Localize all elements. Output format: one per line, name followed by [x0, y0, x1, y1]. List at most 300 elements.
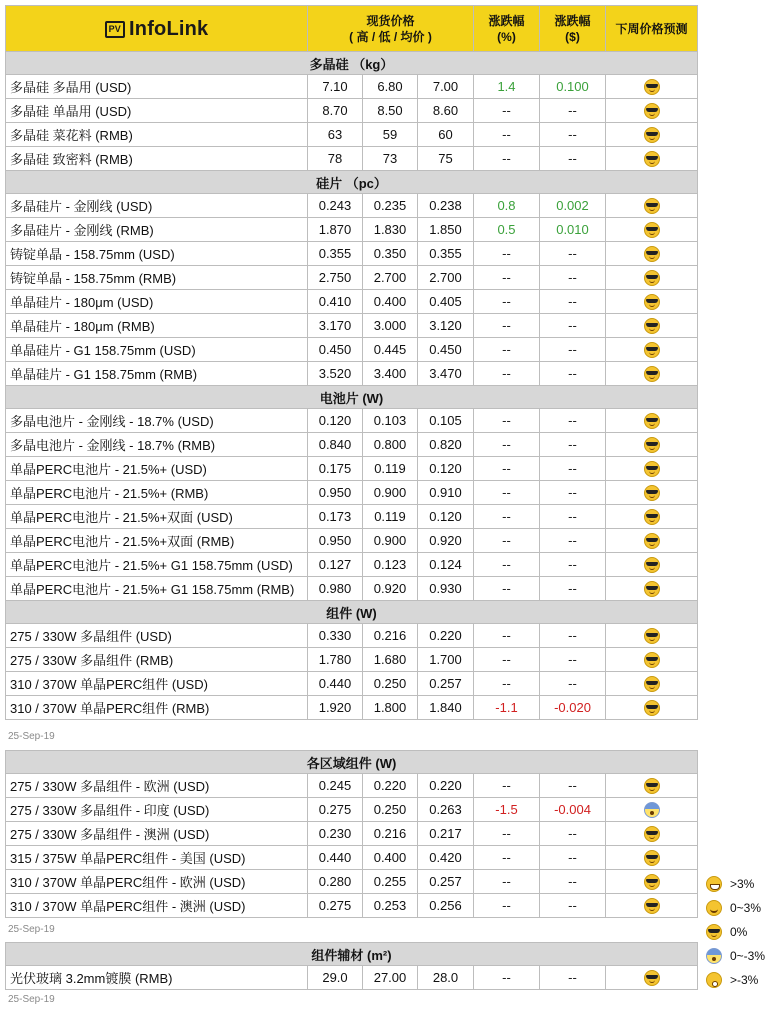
price-avg: 3.120 — [418, 314, 474, 338]
sunglasses-emoji-icon — [644, 850, 660, 866]
table-row — [6, 846, 698, 870]
price-low: 0.350 — [363, 242, 418, 266]
sunglasses-emoji-icon — [644, 874, 660, 890]
price-avg: 0.920 — [418, 529, 474, 553]
sunglasses-emoji-icon — [644, 151, 660, 167]
sunglasses-emoji-icon — [644, 222, 660, 238]
forecast-cell — [606, 75, 698, 99]
section-title: 多晶硅 （kg） — [6, 52, 698, 75]
change-pct: -- — [474, 529, 540, 553]
price-low: 6.80 — [363, 75, 418, 99]
table-row — [6, 242, 698, 266]
price-avg: 0.256 — [418, 894, 474, 918]
table-row — [6, 966, 698, 990]
price-avg: 0.257 — [418, 672, 474, 696]
astonished-emoji-icon — [706, 972, 722, 988]
price-high: 0.450 — [308, 338, 363, 362]
price-high: 0.275 — [308, 894, 363, 918]
price-low: 0.920 — [363, 577, 418, 601]
legend-label: >3% — [730, 877, 755, 891]
product-name: 光伏玻璃 3.2mm镀膜 (RMB) — [6, 966, 308, 990]
legend-item — [706, 946, 765, 966]
table-row — [6, 870, 698, 894]
price-high: 7.10 — [308, 75, 363, 99]
change-pct: -- — [474, 147, 540, 171]
product-name: 310 / 370W 单晶PERC组件 (USD) — [6, 672, 308, 696]
legend-item — [706, 922, 747, 942]
price-high: 3.170 — [308, 314, 363, 338]
change-usd: -- — [540, 529, 606, 553]
price-low: 2.700 — [363, 266, 418, 290]
scream-emoji-icon — [706, 948, 722, 964]
price-low: 0.900 — [363, 481, 418, 505]
change-pct: 1.4 — [474, 75, 540, 99]
product-name: 275 / 330W 多晶组件 - 欧洲 (USD) — [6, 774, 308, 798]
price-high: 0.410 — [308, 290, 363, 314]
change-usd: -- — [540, 966, 606, 990]
header-price — [308, 6, 474, 52]
header-price-sub: ( 高 / 低 / 均价 ) — [349, 29, 432, 44]
scream-emoji-icon — [644, 802, 660, 818]
price-high: 2.750 — [308, 266, 363, 290]
header-usd-sub: ($) — [565, 29, 580, 44]
section-title: 各区域组件 (W) — [6, 751, 698, 774]
table-row — [6, 672, 698, 696]
table-row — [6, 553, 698, 577]
sunglasses-emoji-icon — [706, 924, 722, 940]
change-pct: -- — [474, 774, 540, 798]
forecast-cell — [606, 242, 698, 266]
product-name: 多晶硅片 - 金刚线 (RMB) — [6, 218, 308, 242]
price-high: 1.870 — [308, 218, 363, 242]
header-price-label: 现货价格 — [366, 13, 415, 28]
price-avg: 1.850 — [418, 218, 474, 242]
price-avg: 1.840 — [418, 696, 474, 720]
table-row — [6, 774, 698, 798]
price-high: 0.355 — [308, 242, 363, 266]
price-avg: 0.405 — [418, 290, 474, 314]
section-header — [6, 751, 698, 774]
change-pct: -- — [474, 870, 540, 894]
table-row — [6, 338, 698, 362]
sunglasses-emoji-icon — [644, 581, 660, 597]
price-high: 8.70 — [308, 99, 363, 123]
forecast-cell — [606, 147, 698, 171]
forecast-cell — [606, 894, 698, 918]
product-name: 多晶硅片 - 金刚线 (USD) — [6, 194, 308, 218]
change-usd: -- — [540, 870, 606, 894]
sunglasses-emoji-icon — [644, 127, 660, 143]
change-pct: -- — [474, 672, 540, 696]
section-title: 硅片 （pc） — [6, 171, 698, 194]
table-row — [6, 577, 698, 601]
price-avg: 0.120 — [418, 505, 474, 529]
product-name: 315 / 375W 单晶PERC组件 - 美国 (USD) — [6, 846, 308, 870]
price-low: 0.250 — [363, 672, 418, 696]
table-row — [6, 194, 698, 218]
price-avg: 0.420 — [418, 846, 474, 870]
change-usd: -- — [540, 846, 606, 870]
legend-item — [706, 874, 754, 894]
change-pct: -- — [474, 822, 540, 846]
price-avg: 0.355 — [418, 242, 474, 266]
forecast-cell — [606, 99, 698, 123]
table-row — [6, 505, 698, 529]
change-usd: -- — [540, 672, 606, 696]
price-avg: 1.700 — [418, 648, 474, 672]
price-low: 0.103 — [363, 409, 418, 433]
sunglasses-emoji-icon — [644, 533, 660, 549]
product-name: 单晶硅片 - 180μm (USD) — [6, 290, 308, 314]
table-row — [6, 481, 698, 505]
price-low: 0.400 — [363, 290, 418, 314]
change-usd: 0.100 — [540, 75, 606, 99]
price-avg: 0.238 — [418, 194, 474, 218]
forecast-cell — [606, 577, 698, 601]
price-low: 8.50 — [363, 99, 418, 123]
change-pct: 0.5 — [474, 218, 540, 242]
price-low: 0.119 — [363, 505, 418, 529]
product-name: 单晶PERC电池片 - 21.5%+ G1 158.75mm (RMB) — [6, 577, 308, 601]
change-pct: -- — [474, 624, 540, 648]
sunglasses-emoji-icon — [644, 270, 660, 286]
price-high: 0.980 — [308, 577, 363, 601]
forecast-cell — [606, 870, 698, 894]
price-low: 0.235 — [363, 194, 418, 218]
price-table-material — [5, 942, 698, 990]
section-title: 组件 (W) — [6, 601, 698, 624]
price-high: 0.840 — [308, 433, 363, 457]
price-low: 3.400 — [363, 362, 418, 386]
section-header — [6, 943, 698, 966]
change-pct: -- — [474, 362, 540, 386]
pv-badge: PV — [105, 21, 125, 38]
sunglasses-emoji-icon — [644, 652, 660, 668]
table-row — [6, 457, 698, 481]
price-high: 0.950 — [308, 481, 363, 505]
change-pct: -- — [474, 433, 540, 457]
forecast-cell — [606, 362, 698, 386]
change-pct: -- — [474, 648, 540, 672]
section-title: 电池片 (W) — [6, 386, 698, 409]
product-name: 275 / 330W 多晶组件 (USD) — [6, 624, 308, 648]
header-pct-label: 涨跌幅 — [488, 13, 525, 28]
price-low: 0.216 — [363, 822, 418, 846]
product-name: 275 / 330W 多晶组件 - 印度 (USD) — [6, 798, 308, 822]
price-high: 78 — [308, 147, 363, 171]
price-high: 0.330 — [308, 624, 363, 648]
section-header — [6, 52, 698, 75]
infolink-logo — [105, 18, 209, 40]
table-row — [6, 266, 698, 290]
change-pct: -1.5 — [474, 798, 540, 822]
table-row — [6, 314, 698, 338]
price-low: 1.800 — [363, 696, 418, 720]
grin-emoji-icon — [706, 876, 722, 892]
table-row — [6, 218, 698, 242]
legend-label: 0~3% — [730, 901, 762, 915]
forecast-cell — [606, 696, 698, 720]
change-usd: -- — [540, 505, 606, 529]
product-name: 310 / 370W 单晶PERC组件 - 澳洲 (USD) — [6, 894, 308, 918]
price-low: 0.255 — [363, 870, 418, 894]
table-row — [6, 147, 698, 171]
header-pct — [474, 6, 540, 52]
section-header — [6, 601, 698, 624]
price-high: 0.245 — [308, 774, 363, 798]
legend-item — [706, 970, 758, 990]
table-row — [6, 648, 698, 672]
sunglasses-emoji-icon — [644, 485, 660, 501]
sunglasses-emoji-icon — [644, 79, 660, 95]
header-forecast: 下周价格预测 — [606, 6, 698, 52]
date-label-1: 25-Sep-19 — [8, 731, 55, 742]
price-low: 0.216 — [363, 624, 418, 648]
price-avg: 28.0 — [418, 966, 474, 990]
change-usd: 0.002 — [540, 194, 606, 218]
price-avg: 0.930 — [418, 577, 474, 601]
price-low: 0.445 — [363, 338, 418, 362]
table-row — [6, 123, 698, 147]
date-label-2: 25-Sep-19 — [8, 924, 55, 935]
product-name: 275 / 330W 多晶组件 (RMB) — [6, 648, 308, 672]
price-high: 1.780 — [308, 648, 363, 672]
price-low: 59 — [363, 123, 418, 147]
product-name: 310 / 370W 单晶PERC组件 - 欧洲 (USD) — [6, 870, 308, 894]
price-low: 1.830 — [363, 218, 418, 242]
legend-label: 0~-3% — [730, 949, 766, 963]
price-low: 0.253 — [363, 894, 418, 918]
price-high: 0.440 — [308, 846, 363, 870]
sunglasses-emoji-icon — [644, 509, 660, 525]
price-table-main — [5, 5, 698, 720]
price-avg: 0.220 — [418, 774, 474, 798]
product-name: 单晶PERC电池片 - 21.5%+ (RMB) — [6, 481, 308, 505]
product-name: 310 / 370W 单晶PERC组件 (RMB) — [6, 696, 308, 720]
smile-emoji-icon — [706, 900, 722, 916]
forecast-cell — [606, 266, 698, 290]
table-row — [6, 822, 698, 846]
product-name: 多晶电池片 - 金刚线 - 18.7% (RMB) — [6, 433, 308, 457]
forecast-cell — [606, 338, 698, 362]
legend-item — [706, 898, 761, 918]
price-avg: 3.470 — [418, 362, 474, 386]
price-high: 0.440 — [308, 672, 363, 696]
price-avg: 0.450 — [418, 338, 474, 362]
change-usd: -0.020 — [540, 696, 606, 720]
change-pct: -- — [474, 577, 540, 601]
change-usd: -- — [540, 894, 606, 918]
price-avg: 7.00 — [418, 75, 474, 99]
price-table-regional — [5, 750, 698, 918]
forecast-cell — [606, 505, 698, 529]
price-avg: 0.820 — [418, 433, 474, 457]
change-pct: -- — [474, 123, 540, 147]
change-pct: -- — [474, 553, 540, 577]
product-name: 单晶硅片 - G1 158.75mm (USD) — [6, 338, 308, 362]
table-row — [6, 894, 698, 918]
sunglasses-emoji-icon — [644, 413, 660, 429]
sunglasses-emoji-icon — [644, 826, 660, 842]
forecast-cell — [606, 774, 698, 798]
sunglasses-emoji-icon — [644, 628, 660, 644]
price-avg: 2.700 — [418, 266, 474, 290]
price-high: 0.950 — [308, 529, 363, 553]
product-name: 单晶PERC电池片 - 21.5%+双面 (RMB) — [6, 529, 308, 553]
section-title: 组件辅材 (m²) — [6, 943, 698, 966]
product-name: 多晶电池片 - 金刚线 - 18.7% (USD) — [6, 409, 308, 433]
forecast-cell — [606, 624, 698, 648]
product-name: 单晶PERC电池片 - 21.5%+ (USD) — [6, 457, 308, 481]
forecast-cell — [606, 123, 698, 147]
forecast-cell — [606, 529, 698, 553]
price-high: 0.243 — [308, 194, 363, 218]
price-avg: 0.124 — [418, 553, 474, 577]
sunglasses-emoji-icon — [644, 246, 660, 262]
forecast-cell — [606, 409, 698, 433]
table-row — [6, 409, 698, 433]
sunglasses-emoji-icon — [644, 103, 660, 119]
price-low: 0.800 — [363, 433, 418, 457]
change-usd: -- — [540, 624, 606, 648]
change-pct: -- — [474, 409, 540, 433]
change-pct: -- — [474, 99, 540, 123]
change-pct: -- — [474, 846, 540, 870]
change-pct: -- — [474, 314, 540, 338]
price-low: 1.680 — [363, 648, 418, 672]
price-low: 0.119 — [363, 457, 418, 481]
price-low: 73 — [363, 147, 418, 171]
section-header — [6, 386, 698, 409]
price-low: 0.123 — [363, 553, 418, 577]
change-pct: 0.8 — [474, 194, 540, 218]
forecast-cell — [606, 966, 698, 990]
change-usd: -- — [540, 822, 606, 846]
price-avg: 60 — [418, 123, 474, 147]
product-name: 多晶硅 单晶用 (USD) — [6, 99, 308, 123]
change-usd: -- — [540, 577, 606, 601]
forecast-cell — [606, 457, 698, 481]
price-avg: 0.263 — [418, 798, 474, 822]
forecast-cell — [606, 290, 698, 314]
change-usd: -- — [540, 99, 606, 123]
change-usd: -- — [540, 123, 606, 147]
price-avg: 0.120 — [418, 457, 474, 481]
change-pct: -1.1 — [474, 696, 540, 720]
forecast-cell — [606, 433, 698, 457]
sunglasses-emoji-icon — [644, 700, 660, 716]
price-avg: 0.220 — [418, 624, 474, 648]
price-low: 0.400 — [363, 846, 418, 870]
price-avg: 8.60 — [418, 99, 474, 123]
sunglasses-emoji-icon — [644, 318, 660, 334]
table-row — [6, 433, 698, 457]
change-usd: -- — [540, 648, 606, 672]
price-high: 29.0 — [308, 966, 363, 990]
price-high: 0.275 — [308, 798, 363, 822]
price-high: 0.230 — [308, 822, 363, 846]
change-pct: -- — [474, 894, 540, 918]
price-low: 27.00 — [363, 966, 418, 990]
product-name: 多晶硅 致密料 (RMB) — [6, 147, 308, 171]
header-usd — [540, 6, 606, 52]
sunglasses-emoji-icon — [644, 461, 660, 477]
change-usd: -- — [540, 147, 606, 171]
change-pct: -- — [474, 505, 540, 529]
forecast-cell — [606, 218, 698, 242]
change-usd: -- — [540, 409, 606, 433]
change-usd: -- — [540, 290, 606, 314]
change-usd: -- — [540, 433, 606, 457]
forecast-cell — [606, 648, 698, 672]
price-avg: 0.910 — [418, 481, 474, 505]
price-high: 0.173 — [308, 505, 363, 529]
price-high: 0.120 — [308, 409, 363, 433]
forecast-cell — [606, 553, 698, 577]
change-usd: -- — [540, 314, 606, 338]
table-header — [6, 6, 698, 52]
product-name: 单晶PERC电池片 - 21.5%+ G1 158.75mm (USD) — [6, 553, 308, 577]
table-row — [6, 798, 698, 822]
sunglasses-emoji-icon — [644, 898, 660, 914]
change-pct: -- — [474, 242, 540, 266]
product-name: 单晶硅片 - G1 158.75mm (RMB) — [6, 362, 308, 386]
forecast-cell — [606, 194, 698, 218]
change-usd: -- — [540, 774, 606, 798]
forecast-cell — [606, 314, 698, 338]
product-name: 单晶PERC电池片 - 21.5%+双面 (USD) — [6, 505, 308, 529]
price-high: 0.280 — [308, 870, 363, 894]
product-name: 铸锭单晶 - 158.75mm (USD) — [6, 242, 308, 266]
forecast-cell — [606, 822, 698, 846]
price-low: 0.250 — [363, 798, 418, 822]
table-row — [6, 362, 698, 386]
price-avg: 0.105 — [418, 409, 474, 433]
price-avg: 75 — [418, 147, 474, 171]
header-pct-sub: (%) — [497, 29, 516, 44]
price-high: 3.520 — [308, 362, 363, 386]
change-pct: -- — [474, 457, 540, 481]
forecast-cell — [606, 798, 698, 822]
table-row — [6, 290, 698, 314]
sunglasses-emoji-icon — [644, 342, 660, 358]
table-row — [6, 624, 698, 648]
price-high: 1.920 — [308, 696, 363, 720]
change-usd: -0.004 — [540, 798, 606, 822]
legend-label: 0% — [730, 925, 748, 939]
section-header — [6, 171, 698, 194]
product-name: 铸锭单晶 - 158.75mm (RMB) — [6, 266, 308, 290]
product-name: 275 / 330W 多晶组件 - 澳洲 (USD) — [6, 822, 308, 846]
sunglasses-emoji-icon — [644, 294, 660, 310]
change-pct: -- — [474, 266, 540, 290]
sunglasses-emoji-icon — [644, 970, 660, 986]
forecast-cell — [606, 846, 698, 870]
change-usd: 0.010 — [540, 218, 606, 242]
change-usd: -- — [540, 481, 606, 505]
product-name: 多晶硅 多晶用 (USD) — [6, 75, 308, 99]
sunglasses-emoji-icon — [644, 366, 660, 382]
legend-label: >-3% — [730, 973, 759, 987]
price-low: 0.220 — [363, 774, 418, 798]
table-row — [6, 529, 698, 553]
table-row — [6, 75, 698, 99]
change-usd: -- — [540, 553, 606, 577]
change-usd: -- — [540, 266, 606, 290]
product-name: 多晶硅 菜花料 (RMB) — [6, 123, 308, 147]
price-high: 0.127 — [308, 553, 363, 577]
price-avg: 0.257 — [418, 870, 474, 894]
